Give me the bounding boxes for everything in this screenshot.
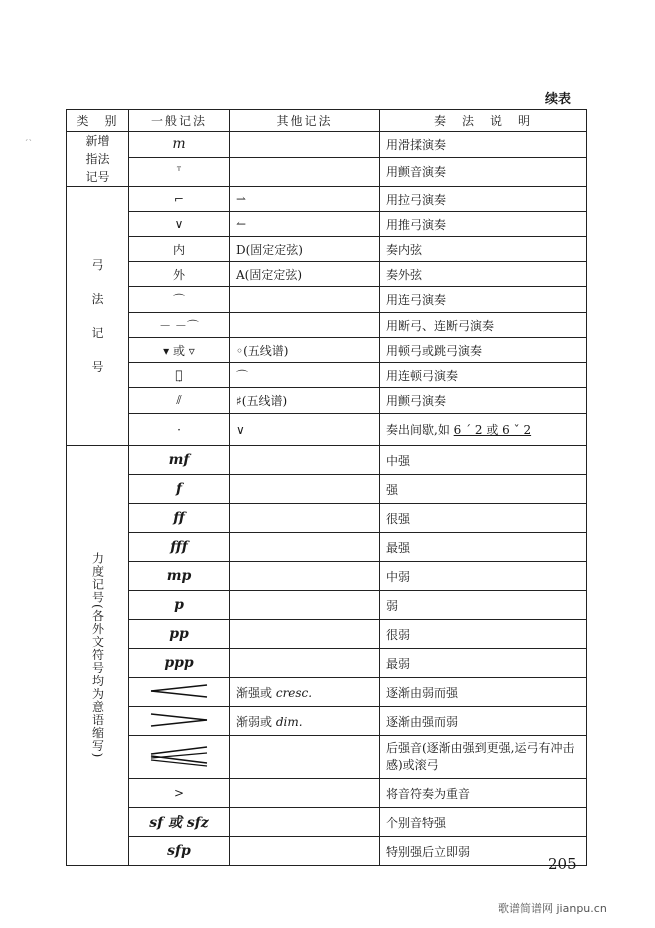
- other-notation: ♯(五线谱): [230, 388, 380, 414]
- other-notation: [230, 649, 380, 678]
- description: 用顿弓或跳弓演奏: [380, 338, 587, 363]
- table-row: [67, 504, 587, 533]
- table-row: [67, 591, 587, 620]
- table-row: [67, 237, 587, 262]
- margin-mark: ˊˋ: [24, 140, 33, 150]
- table-row: [67, 313, 587, 338]
- table-row: [67, 475, 587, 504]
- table-row: [67, 132, 587, 158]
- general-notation: mf: [129, 446, 230, 475]
- double-hairpin-icon: [129, 736, 230, 779]
- description: 特别强后立即弱: [380, 837, 587, 866]
- general-notation: ∨: [129, 212, 230, 237]
- other-notation: [230, 591, 380, 620]
- general-notation: ff: [129, 504, 230, 533]
- header-desc: 奏 法 说 明: [380, 110, 587, 132]
- table-row: [67, 363, 587, 388]
- general-notation: － －⌒: [129, 313, 230, 338]
- other-notation: A(固定定弦): [230, 262, 380, 287]
- other-notation: [230, 620, 380, 649]
- table-row: [67, 837, 587, 866]
- table-row: [67, 262, 587, 287]
- description: 逐渐由弱而强: [380, 678, 587, 707]
- other-notation: 渐强或 cresc.: [230, 678, 380, 707]
- description: 奏内弦: [380, 237, 587, 262]
- description: 将音符奏为重音: [380, 779, 587, 808]
- general-notation: p: [129, 591, 230, 620]
- table-row: [67, 808, 587, 837]
- description: 弱: [380, 591, 587, 620]
- description: 用拉弓演奏: [380, 187, 587, 212]
- other-notation: [230, 132, 380, 158]
- description: 后强音(逐渐由强到更强,运弓有冲击感)或滚弓: [380, 736, 587, 779]
- decrescendo-hairpin-icon: [129, 707, 230, 736]
- description: 用连弓演奏: [380, 287, 587, 313]
- other-notation: [230, 562, 380, 591]
- general-notation: mp: [129, 562, 230, 591]
- description: 最强: [380, 533, 587, 562]
- table-row: [67, 533, 587, 562]
- page-number: 205: [548, 855, 577, 873]
- general-notation: ⫽: [129, 388, 230, 414]
- general-notation: 外: [129, 262, 230, 287]
- crescendo-hairpin-icon: [129, 678, 230, 707]
- other-notation: [230, 533, 380, 562]
- table-row: [67, 187, 587, 212]
- table-row: [67, 388, 587, 414]
- description: 很弱: [380, 620, 587, 649]
- header-general: 一般记法: [129, 110, 230, 132]
- header-row: [67, 110, 587, 132]
- other-notation: [230, 779, 380, 808]
- table-row: [67, 649, 587, 678]
- other-notation: ⇀: [230, 187, 380, 212]
- description: 用滑揉演奏: [380, 132, 587, 158]
- other-notation: [230, 736, 380, 779]
- general-notation: m: [129, 132, 230, 158]
- description: 用连顿弓演奏: [380, 363, 587, 388]
- other-notation: [230, 808, 380, 837]
- continued-label: 续表: [545, 92, 572, 107]
- header-other: 其他记法: [230, 110, 380, 132]
- description: 用颤音演奏: [380, 157, 587, 186]
- general-notation: sf 或 sfz: [129, 808, 230, 837]
- other-notation: [230, 157, 380, 186]
- description: 用颤弓演奏: [380, 388, 587, 414]
- general-notation: ▾ 或 ▿: [129, 338, 230, 363]
- description: 用断弓、连断弓演奏: [380, 313, 587, 338]
- other-notation: [230, 837, 380, 866]
- description: 奏出间歇,如 6 ˊ 2 或 6 ˇ 2: [380, 414, 587, 446]
- other-notation: [230, 287, 380, 313]
- general-notation: ⌒: [129, 287, 230, 313]
- general-notation: sfp: [129, 837, 230, 866]
- description: 个别音特强: [380, 808, 587, 837]
- table-row: [67, 287, 587, 313]
- table-row: [67, 446, 587, 475]
- general-notation: f: [129, 475, 230, 504]
- example-notation: 6 ˊ 2 或 6 ˇ 2: [453, 423, 532, 437]
- table-row: [67, 736, 587, 779]
- description: 很强: [380, 504, 587, 533]
- other-notation: 渐弱或 dim.: [230, 707, 380, 736]
- watermark: 歌谱简谱网 jianpu.cn: [498, 902, 607, 915]
- description: 逐渐由强而弱: [380, 707, 587, 736]
- general-notation: fff: [129, 533, 230, 562]
- table-row: [67, 157, 587, 186]
- category-dynamics: 力度记号(各外文符号均为意语缩写): [67, 446, 129, 866]
- other-notation: [230, 475, 380, 504]
- notation-table: [66, 109, 587, 866]
- general-notation: ⌐: [129, 187, 230, 212]
- other-notation: ↼: [230, 212, 380, 237]
- general-notation: ppp: [129, 649, 230, 678]
- description: 强: [380, 475, 587, 504]
- table-row: [67, 562, 587, 591]
- table-row: [67, 212, 587, 237]
- header-category: 类 别: [67, 110, 129, 132]
- other-notation: ◦(五线谱): [230, 338, 380, 363]
- category-fingering: 新增 指法 记号: [67, 132, 129, 187]
- table-row: [67, 338, 587, 363]
- general-notation: >: [129, 779, 230, 808]
- table-row: [67, 707, 587, 736]
- general-notation: ⌒̣: [129, 363, 230, 388]
- table-row: [67, 414, 587, 446]
- general-notation: pp: [129, 620, 230, 649]
- description: 奏外弦: [380, 262, 587, 287]
- description: 中强: [380, 446, 587, 475]
- general-notation: 内: [129, 237, 230, 262]
- other-notation: [230, 504, 380, 533]
- description: 中弱: [380, 562, 587, 591]
- other-notation: ⌒: [230, 363, 380, 388]
- table-row: [67, 779, 587, 808]
- other-notation: D(固定定弦): [230, 237, 380, 262]
- other-notation: [230, 313, 380, 338]
- general-notation: ·: [129, 414, 230, 446]
- table-row: [67, 678, 587, 707]
- category-bowing: 弓 法 记 号: [67, 187, 129, 446]
- description: 最弱: [380, 649, 587, 678]
- description: 用推弓演奏: [380, 212, 587, 237]
- table-row: [67, 620, 587, 649]
- other-notation: [230, 446, 380, 475]
- other-notation: ∨: [230, 414, 380, 446]
- general-notation: ᵀ: [129, 157, 230, 186]
